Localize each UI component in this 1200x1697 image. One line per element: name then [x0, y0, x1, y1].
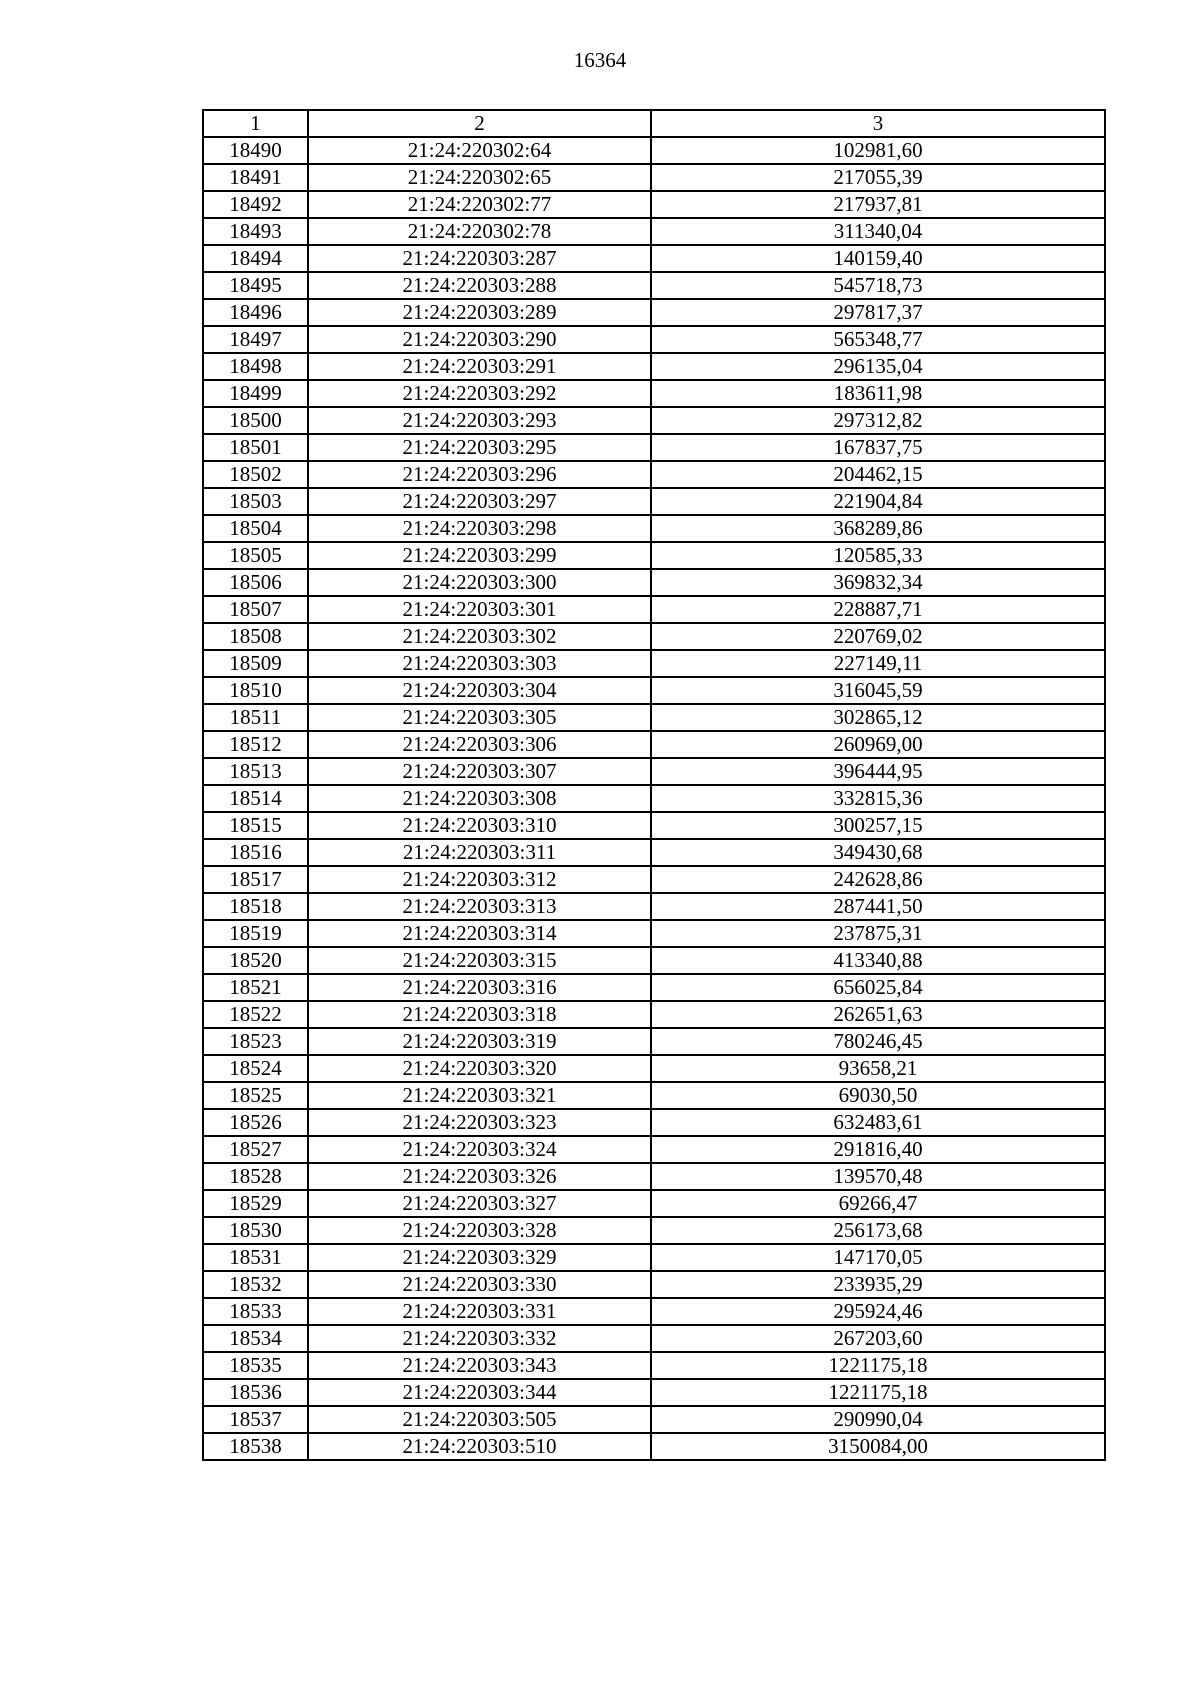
row-number-cell: 18535 — [203, 1352, 308, 1379]
row-number-cell: 18534 — [203, 1325, 308, 1352]
table-row — [203, 164, 1105, 191]
row-number-cell: 18517 — [203, 866, 308, 893]
row-number-cell: 18523 — [203, 1028, 308, 1055]
row-number-cell: 18503 — [203, 488, 308, 515]
column-header-3: 3 — [651, 110, 1105, 137]
value-cell: 140159,40 — [651, 245, 1105, 272]
page-number: 16364 — [573, 48, 627, 72]
table-row — [203, 812, 1105, 839]
table-row — [203, 974, 1105, 1001]
row-number-cell: 18538 — [203, 1433, 308, 1460]
row-number-cell: 18490 — [203, 137, 308, 164]
cadastral-number-cell: 21:24:220303:305 — [308, 704, 651, 731]
cadastral-number-cell: 21:24:220303:320 — [308, 1055, 651, 1082]
cadastral-number-cell: 21:24:220303:316 — [308, 974, 651, 1001]
value-cell: 228887,71 — [651, 596, 1105, 623]
cadastral-number-cell: 21:24:220303:298 — [308, 515, 651, 542]
value-cell: 780246,45 — [651, 1028, 1105, 1055]
row-number-cell: 18512 — [203, 731, 308, 758]
value-cell: 316045,59 — [651, 677, 1105, 704]
cadastral-number-cell: 21:24:220303:296 — [308, 461, 651, 488]
value-cell: 233935,29 — [651, 1271, 1105, 1298]
table-row — [203, 623, 1105, 650]
value-cell: 368289,86 — [651, 515, 1105, 542]
cadastral-number-cell: 21:24:220303:295 — [308, 434, 651, 461]
cadastral-number-cell: 21:24:220303:331 — [308, 1298, 651, 1325]
table-row — [203, 272, 1105, 299]
cadastral-number-cell: 21:24:220303:287 — [308, 245, 651, 272]
row-number-cell: 18511 — [203, 704, 308, 731]
table-header — [203, 110, 1105, 137]
table-row — [203, 596, 1105, 623]
table-row — [203, 947, 1105, 974]
row-number-cell: 18518 — [203, 893, 308, 920]
table-row — [203, 137, 1105, 164]
table-row — [203, 542, 1105, 569]
cadastral-number-cell: 21:24:220303:343 — [308, 1352, 651, 1379]
value-cell: 217937,81 — [651, 191, 1105, 218]
table-row — [203, 191, 1105, 218]
cadastral-number-cell: 21:24:220303:301 — [308, 596, 651, 623]
value-cell: 287441,50 — [651, 893, 1105, 920]
row-number-cell: 18516 — [203, 839, 308, 866]
row-number-cell: 18510 — [203, 677, 308, 704]
row-number-cell: 18506 — [203, 569, 308, 596]
row-number-cell: 18502 — [203, 461, 308, 488]
row-number-cell: 18496 — [203, 299, 308, 326]
cadastral-number-cell: 21:24:220303:344 — [308, 1379, 651, 1406]
row-number-cell: 18501 — [203, 434, 308, 461]
value-cell: 1221175,18 — [651, 1352, 1105, 1379]
header-row — [203, 110, 1105, 137]
cadastral-number-cell: 21:24:220303:314 — [308, 920, 651, 947]
value-cell: 369832,34 — [651, 569, 1105, 596]
value-cell: 656025,84 — [651, 974, 1105, 1001]
table-row — [203, 1109, 1105, 1136]
value-cell: 267203,60 — [651, 1325, 1105, 1352]
cadastral-number-cell: 21:24:220303:311 — [308, 839, 651, 866]
table-row — [203, 353, 1105, 380]
value-cell: 300257,15 — [651, 812, 1105, 839]
row-number-cell: 18533 — [203, 1298, 308, 1325]
row-number-cell: 18498 — [203, 353, 308, 380]
value-cell: 256173,68 — [651, 1217, 1105, 1244]
table-row — [203, 1271, 1105, 1298]
value-cell: 220769,02 — [651, 623, 1105, 650]
row-number-cell: 18530 — [203, 1217, 308, 1244]
table-row — [203, 893, 1105, 920]
cadastral-number-cell: 21:24:220303:330 — [308, 1271, 651, 1298]
row-number-cell: 18504 — [203, 515, 308, 542]
row-number-cell: 18497 — [203, 326, 308, 353]
cadastral-number-cell: 21:24:220303:329 — [308, 1244, 651, 1271]
cadastral-number-cell: 21:24:220302:78 — [308, 218, 651, 245]
value-cell: 262651,63 — [651, 1001, 1105, 1028]
cadastral-number-cell: 21:24:220303:327 — [308, 1190, 651, 1217]
cadastral-number-cell: 21:24:220302:65 — [308, 164, 651, 191]
table-row — [203, 1163, 1105, 1190]
row-number-cell: 18493 — [203, 218, 308, 245]
cadastral-number-cell: 21:24:220303:332 — [308, 1325, 651, 1352]
table-row — [203, 1244, 1105, 1271]
row-number-cell: 18495 — [203, 272, 308, 299]
value-cell: 221904,84 — [651, 488, 1105, 515]
value-cell: 120585,33 — [651, 542, 1105, 569]
column-header-1: 1 — [203, 110, 308, 137]
table-body — [203, 137, 1105, 1460]
table-row — [203, 1352, 1105, 1379]
cadastral-number-cell: 21:24:220303:303 — [308, 650, 651, 677]
row-number-cell: 18513 — [203, 758, 308, 785]
table-row — [203, 1217, 1105, 1244]
cadastral-number-cell: 21:24:220303:297 — [308, 488, 651, 515]
value-cell: 295924,46 — [651, 1298, 1105, 1325]
cadastral-number-cell: 21:24:220303:306 — [308, 731, 651, 758]
row-number-cell: 18536 — [203, 1379, 308, 1406]
row-number-cell: 18532 — [203, 1271, 308, 1298]
row-number-cell: 18525 — [203, 1082, 308, 1109]
value-cell: 632483,61 — [651, 1109, 1105, 1136]
table-row — [203, 299, 1105, 326]
value-cell: 183611,98 — [651, 380, 1105, 407]
cadastral-number-cell: 21:24:220303:313 — [308, 893, 651, 920]
table-row — [203, 326, 1105, 353]
cadastral-number-cell: 21:24:220303:321 — [308, 1082, 651, 1109]
value-cell: 413340,88 — [651, 947, 1105, 974]
table-row — [203, 866, 1105, 893]
table-row — [203, 704, 1105, 731]
row-number-cell: 18508 — [203, 623, 308, 650]
table-row — [203, 1055, 1105, 1082]
row-number-cell: 18491 — [203, 164, 308, 191]
row-number-cell: 18492 — [203, 191, 308, 218]
value-cell: 167837,75 — [651, 434, 1105, 461]
value-cell: 237875,31 — [651, 920, 1105, 947]
value-cell: 565348,77 — [651, 326, 1105, 353]
table-row — [203, 1298, 1105, 1325]
value-cell: 242628,86 — [651, 866, 1105, 893]
row-number-cell: 18521 — [203, 974, 308, 1001]
row-number-cell: 18505 — [203, 542, 308, 569]
table-row — [203, 245, 1105, 272]
row-number-cell: 18507 — [203, 596, 308, 623]
row-number-cell: 18527 — [203, 1136, 308, 1163]
cadastral-number-cell: 21:24:220303:323 — [308, 1109, 651, 1136]
value-cell: 311340,04 — [651, 218, 1105, 245]
row-number-cell: 18515 — [203, 812, 308, 839]
value-cell: 217055,39 — [651, 164, 1105, 191]
value-cell: 3150084,00 — [651, 1433, 1105, 1460]
cadastral-number-cell: 21:24:220303:290 — [308, 326, 651, 353]
table-row — [203, 1001, 1105, 1028]
value-cell: 1221175,18 — [651, 1379, 1105, 1406]
value-cell: 302865,12 — [651, 704, 1105, 731]
value-cell: 69266,47 — [651, 1190, 1105, 1217]
value-cell: 296135,04 — [651, 353, 1105, 380]
row-number-cell: 18499 — [203, 380, 308, 407]
row-number-cell: 18526 — [203, 1109, 308, 1136]
value-cell: 147170,05 — [651, 1244, 1105, 1271]
table-row — [203, 488, 1105, 515]
table-row — [203, 1406, 1105, 1433]
cadastral-number-cell: 21:24:220303:319 — [308, 1028, 651, 1055]
row-number-cell: 18500 — [203, 407, 308, 434]
row-number-cell: 18494 — [203, 245, 308, 272]
value-cell: 139570,48 — [651, 1163, 1105, 1190]
table-row — [203, 569, 1105, 596]
table-row — [203, 1433, 1105, 1460]
value-cell: 204462,15 — [651, 461, 1105, 488]
cadastral-number-cell: 21:24:220303:302 — [308, 623, 651, 650]
value-cell: 297312,82 — [651, 407, 1105, 434]
cadastral-number-cell: 21:24:220303:308 — [308, 785, 651, 812]
table-row — [203, 839, 1105, 866]
cadastral-number-cell: 21:24:220303:307 — [308, 758, 651, 785]
value-cell: 93658,21 — [651, 1055, 1105, 1082]
cadastral-number-cell: 21:24:220303:328 — [308, 1217, 651, 1244]
table-row — [203, 380, 1105, 407]
table-row — [203, 1028, 1105, 1055]
value-cell: 291816,40 — [651, 1136, 1105, 1163]
table-row — [203, 677, 1105, 704]
register-table — [202, 109, 1106, 1461]
row-number-cell: 18537 — [203, 1406, 308, 1433]
cadastral-number-cell: 21:24:220303:300 — [308, 569, 651, 596]
cadastral-number-cell: 21:24:220303:289 — [308, 299, 651, 326]
cadastral-number-cell: 21:24:220303:318 — [308, 1001, 651, 1028]
cadastral-number-cell: 21:24:220303:288 — [308, 272, 651, 299]
row-number-cell: 18524 — [203, 1055, 308, 1082]
table-row — [203, 731, 1105, 758]
table-row — [203, 515, 1105, 542]
table-row — [203, 1136, 1105, 1163]
cadastral-number-cell: 21:24:220303:510 — [308, 1433, 651, 1460]
value-cell: 332815,36 — [651, 785, 1105, 812]
row-number-cell: 18529 — [203, 1190, 308, 1217]
cadastral-number-cell: 21:24:220303:293 — [308, 407, 651, 434]
cadastral-number-cell: 21:24:220302:64 — [308, 137, 651, 164]
value-cell: 396444,95 — [651, 758, 1105, 785]
value-cell: 69030,50 — [651, 1082, 1105, 1109]
cadastral-number-cell: 21:24:220303:324 — [308, 1136, 651, 1163]
cadastral-number-cell: 21:24:220303:291 — [308, 353, 651, 380]
cadastral-number-cell: 21:24:220303:505 — [308, 1406, 651, 1433]
cadastral-number-cell: 21:24:220303:310 — [308, 812, 651, 839]
cadastral-number-cell: 21:24:220303:312 — [308, 866, 651, 893]
row-number-cell: 18509 — [203, 650, 308, 677]
table-row — [203, 785, 1105, 812]
cadastral-number-cell: 21:24:220302:77 — [308, 191, 651, 218]
table-row — [203, 650, 1105, 677]
row-number-cell: 18528 — [203, 1163, 308, 1190]
row-number-cell: 18520 — [203, 947, 308, 974]
value-cell: 349430,68 — [651, 839, 1105, 866]
table-row — [203, 461, 1105, 488]
value-cell: 102981,60 — [651, 137, 1105, 164]
value-cell: 297817,37 — [651, 299, 1105, 326]
cadastral-number-cell: 21:24:220303:326 — [308, 1163, 651, 1190]
table-row — [203, 1379, 1105, 1406]
table-row — [203, 920, 1105, 947]
value-cell: 260969,00 — [651, 731, 1105, 758]
value-cell: 227149,11 — [651, 650, 1105, 677]
table-row — [203, 407, 1105, 434]
value-cell: 290990,04 — [651, 1406, 1105, 1433]
value-cell: 545718,73 — [651, 272, 1105, 299]
cadastral-number-cell: 21:24:220303:315 — [308, 947, 651, 974]
row-number-cell: 18531 — [203, 1244, 308, 1271]
cadastral-number-cell: 21:24:220303:292 — [308, 380, 651, 407]
cadastral-number-cell: 21:24:220303:299 — [308, 542, 651, 569]
table-row — [203, 1082, 1105, 1109]
cadastral-number-cell: 21:24:220303:304 — [308, 677, 651, 704]
row-number-cell: 18522 — [203, 1001, 308, 1028]
table-row — [203, 1190, 1105, 1217]
table-row — [203, 434, 1105, 461]
table-row — [203, 1325, 1105, 1352]
table-row — [203, 758, 1105, 785]
row-number-cell: 18519 — [203, 920, 308, 947]
table-row — [203, 218, 1105, 245]
column-header-2: 2 — [308, 110, 651, 137]
row-number-cell: 18514 — [203, 785, 308, 812]
